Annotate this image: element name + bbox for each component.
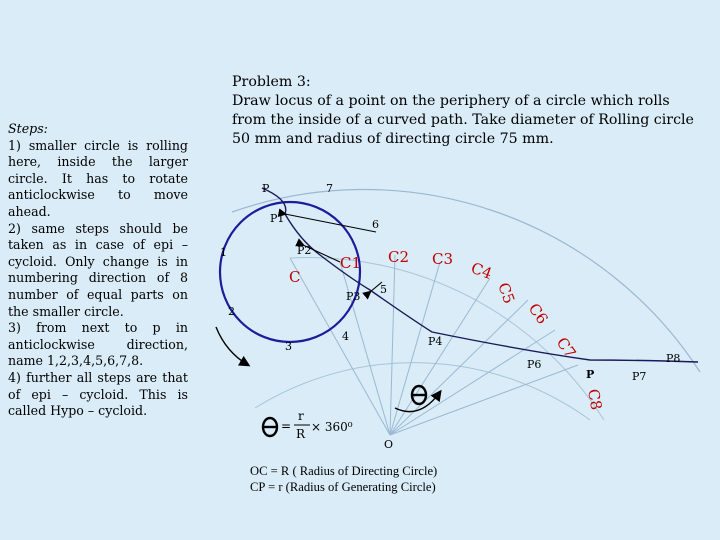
label-O: O <box>384 438 394 451</box>
label-P7: P7 <box>632 370 647 383</box>
steps-heading: Steps: <box>8 121 48 136</box>
label-C1: C1 <box>340 254 362 272</box>
label-P4: P4 <box>428 335 443 348</box>
formula-R: R <box>296 427 306 441</box>
label-P6: P6 <box>527 358 542 371</box>
directing-arc-inner <box>255 363 590 420</box>
label-C: C <box>289 268 301 286</box>
label-n6: 6 <box>372 218 379 231</box>
formula-r: r <box>298 409 304 423</box>
step-2: 2) same steps should be taken as in case of epi – cycloid. Only change is in numbering direction of 8 number of equal parts on the smaller circle. <box>8 220 188 319</box>
definition-oc: OC = R ( Radius of Directing Circle) <box>250 464 438 478</box>
theta-symbol-formula <box>263 418 277 436</box>
problem-statement <box>232 73 702 149</box>
label-n2: 2 <box>228 305 235 318</box>
label-C5: C5 <box>494 280 519 307</box>
label-n3: 3 <box>285 340 292 353</box>
label-n1: 1 <box>220 246 227 259</box>
definitions <box>250 463 437 495</box>
label-C7: C7 <box>552 333 580 362</box>
step-3: 3) from next to p in anticlockwise direction, name 1,2,3,4,5,6,7,8. <box>8 320 188 369</box>
directing-arc-centers <box>290 258 604 420</box>
label-C6: C6 <box>524 299 552 328</box>
steps-panel <box>8 121 188 420</box>
label-P2: P2 <box>297 244 312 257</box>
label-C8: C8 <box>584 387 606 412</box>
problem-title: Problem 3: <box>232 74 311 90</box>
label-n4: 4 <box>342 330 349 343</box>
label-P5-dot: P <box>586 368 595 381</box>
label-C4: C4 <box>468 258 495 283</box>
label-C2: C2 <box>388 248 410 266</box>
formula-rest: × 360⁰ <box>311 420 353 434</box>
label-n7: 7 <box>326 182 333 195</box>
step-1: 1) smaller circle is rolling here, inside the larger circle. It has to rotate anticlockwise to move ahead. <box>8 137 188 219</box>
label-P3: P3 <box>346 290 361 303</box>
rotation-arrow-rolling <box>216 327 248 365</box>
label-P: P <box>262 182 270 195</box>
formula-equals: = <box>281 419 292 433</box>
definition-cp: CP = r (Radius of Generating Circle) <box>250 480 436 494</box>
step-4: 4) further all steps are that of epi – cycloid. This is called Hypo – cycloid. <box>8 369 188 419</box>
label-P8: P8 <box>666 352 681 365</box>
label-P1: P1 <box>270 212 285 225</box>
label-n5: 5 <box>380 283 387 296</box>
label-C3: C3 <box>432 250 454 268</box>
problem-text: Draw locus of a point on the periphery of a circle which rolls from the inside of a curved path. Take diameter of Rolling circle 50 mm and radius of directing circle 75 mm. <box>232 93 694 147</box>
